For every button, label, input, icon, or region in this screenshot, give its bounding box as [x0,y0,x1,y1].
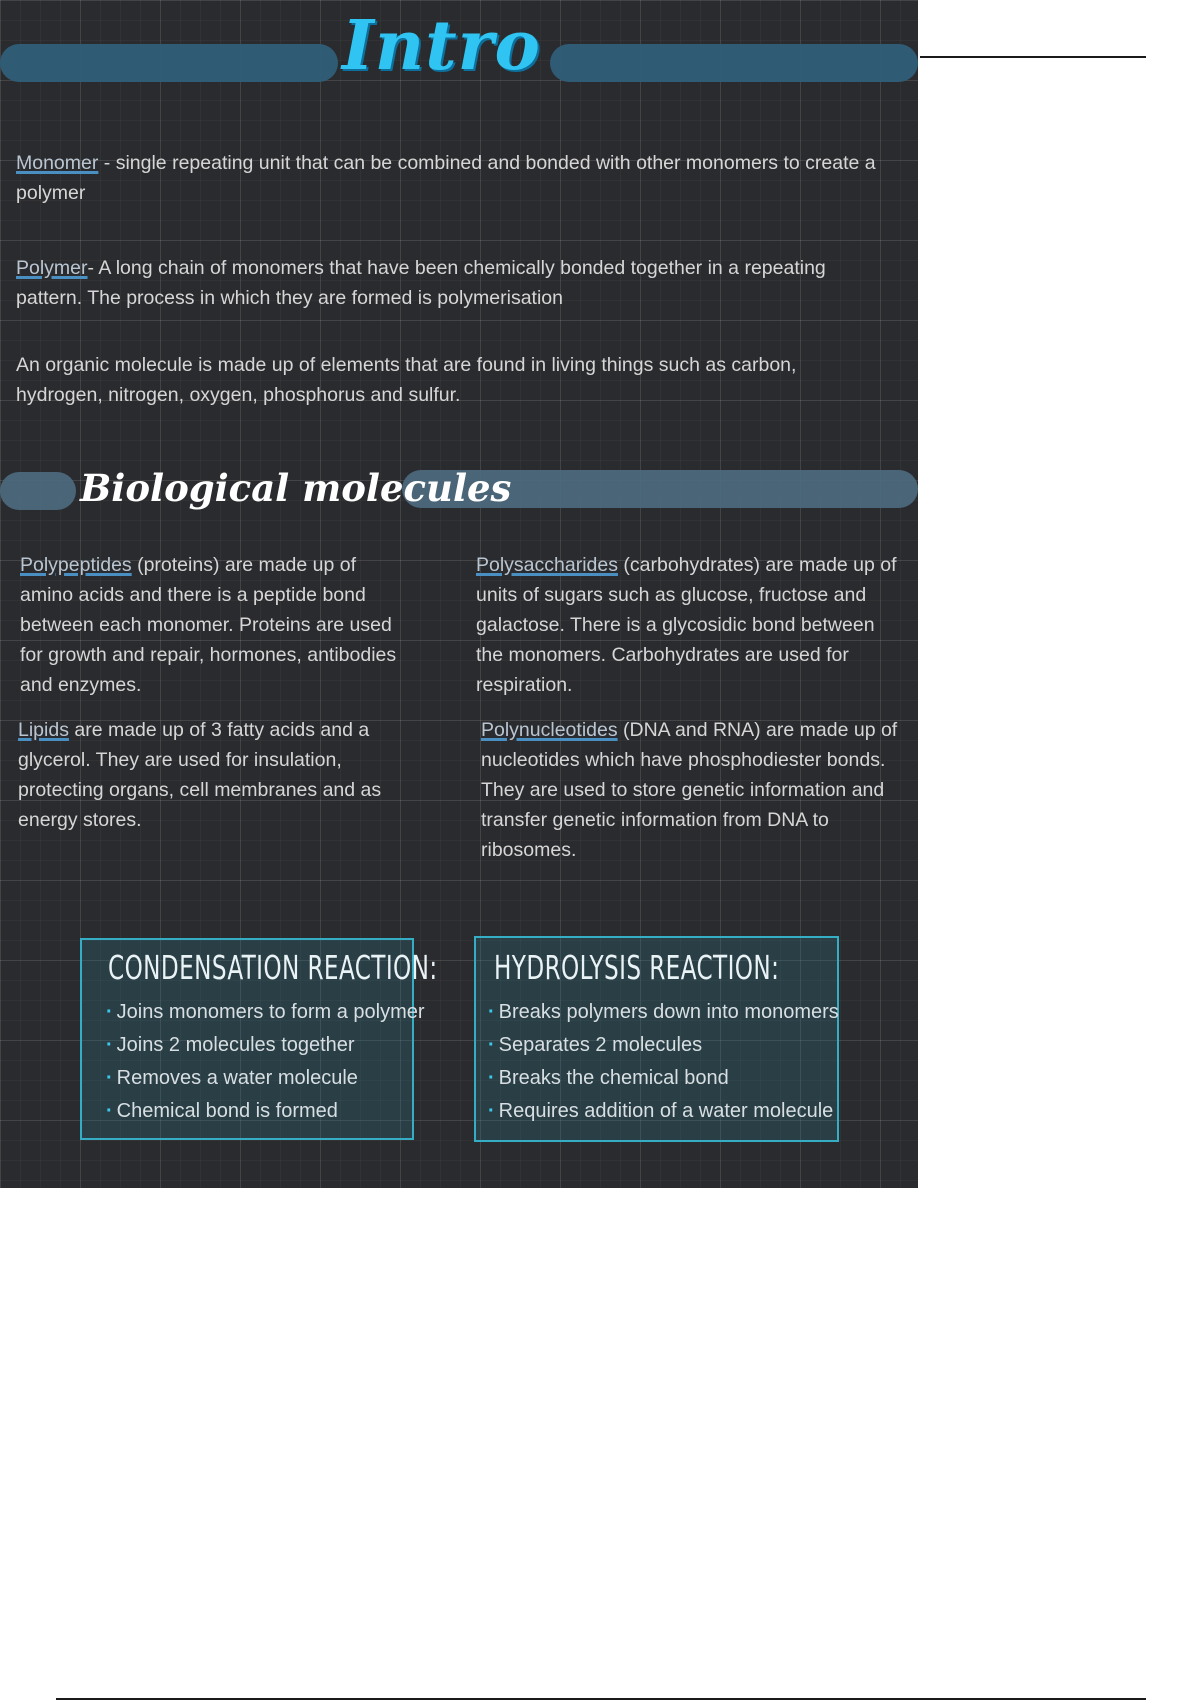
top-rule [920,56,1146,58]
polymer-text: - A long chain of monomers that have been chemically bonded together in a repeating pattern. The process in which they are formed is polymerisation [16,257,826,309]
polysaccharides-term: Polysaccharides [476,554,618,576]
monomer-definition [16,148,876,208]
biological-molecules-title: Biological molecules [80,466,512,510]
polynucleotides-text: (DNA and RNA) are made up of nucleotides which have phosphodiester bonds. They are used to store genetic information and transfer genetic information from DNA to ribosomes. [481,719,898,861]
polymer-definition [16,253,896,313]
polysaccharides-paragraph [476,550,906,700]
polypeptides-paragraph [20,550,410,700]
list-item: · Breaks polymers down into monomers [488,1001,839,1023]
hydrolysis-list [488,996,839,1128]
list-item: · Joins monomers to form a polymer [106,1001,425,1023]
polynucleotides-term: Polynucleotides [481,719,618,741]
condensation-list [106,996,425,1128]
polysaccharides-text: (carbohydrates) are made up of units of sugars such as glucose, fructose and galactose. There is a glycosidic bond between the monomers. Carbohydrates are used for respiration. [476,554,897,696]
intro-title: Intro [342,6,541,86]
polypeptides-text: (proteins) are made up of amino acids and there is a peptide bond between each monomer. Proteins are used for growth and repair, hormones, antibodies and enzymes. [20,554,397,696]
lipids-paragraph [18,715,388,835]
intro-banner-left [0,44,338,82]
list-item: · Separates 2 molecules [488,1034,703,1056]
polymer-term: Polymer [16,257,88,279]
polypeptides-term: Polypeptides [20,554,132,576]
polynucleotides-paragraph [481,715,911,865]
lipids-text: are made up of 3 fatty acids and a glycerol. They are used for insulation, protecting organs, cell membranes and as energy stores. [18,719,382,831]
bio-banner-left [0,472,76,510]
monomer-term: Monomer [16,152,99,174]
list-item: · Removes a water molecule [106,1067,358,1089]
list-item: · Joins 2 molecules together [106,1034,355,1056]
list-item: · Breaks the chemical bond [488,1067,729,1089]
lipids-term: Lipids [18,719,69,741]
list-item: · Requires addition of a water molecule [488,1100,834,1122]
list-item: · Chemical bond is formed [106,1100,338,1122]
monomer-text: - single repeating unit that can be combined and bonded with other monomers to create a polymer [16,152,876,204]
intro-banner-right [550,44,918,82]
condensation-box [80,938,438,1140]
hydrolysis-title: HYDROLYSIS REACTION: [494,948,780,987]
condensation-title: CONDENSATION REACTION: [108,948,438,987]
hydrolysis-box [474,936,839,1142]
organic-molecule-definition: An organic molecule is made up of elements that are found in living things such as carbon, hydrogen, nitrogen, oxygen, phosphorus and sulfur. [16,354,797,406]
